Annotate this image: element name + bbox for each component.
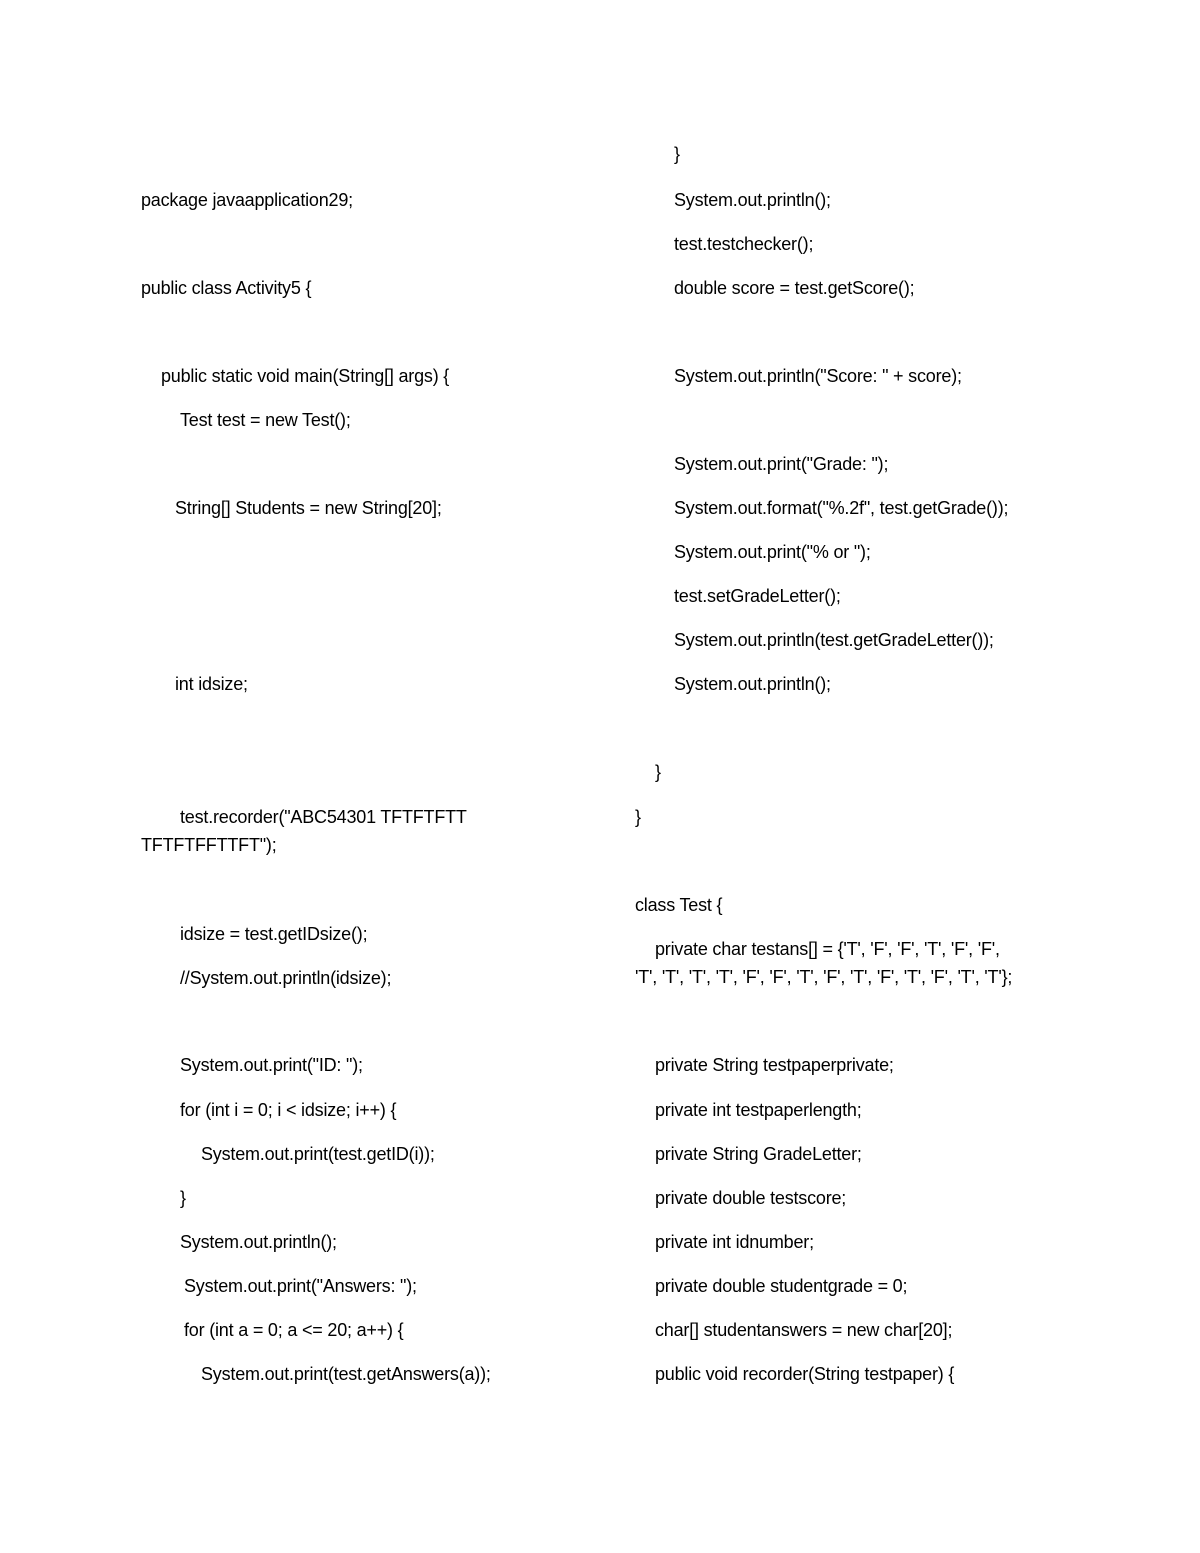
code-line: } xyxy=(655,762,661,782)
code-line: test.testchecker(); xyxy=(674,234,814,254)
code-line: System.out.println(); xyxy=(674,190,831,210)
code-line: private char testans[] = {'T', 'F', 'F', 'T', 'F', 'F', xyxy=(655,939,1000,959)
code-line: public class Activity5 { xyxy=(141,278,312,298)
code-line: System.out.println("Score: " + score); xyxy=(674,366,962,386)
code-line: //System.out.println(idsize); xyxy=(180,968,392,988)
code-line: test.setGradeLetter(); xyxy=(674,586,841,606)
code-line: String[] Students = new String[20]; xyxy=(175,498,442,518)
code-line: System.out.println(); xyxy=(180,1232,337,1252)
code-line: System.out.println(); xyxy=(674,674,831,694)
code-line: System.out.println(test.getGradeLetter()); xyxy=(674,630,994,650)
code-line: } xyxy=(180,1188,186,1208)
code-line: System.out.print("Answers: "); xyxy=(184,1276,417,1296)
code-line: private String testpaperprivate; xyxy=(655,1055,894,1075)
code-line: 'T', 'T', 'T', 'T', 'F', 'F', 'T', 'F', 'T', 'F', 'T', 'F', 'T', 'T'}; xyxy=(635,967,1013,987)
code-line: package javaapplication29; xyxy=(141,190,353,210)
code-line: System.out.print(test.getAnswers(a)); xyxy=(201,1364,491,1384)
code-line: idsize = test.getIDsize(); xyxy=(180,924,368,944)
code-line: private String GradeLetter; xyxy=(655,1144,862,1164)
code-line: TFTFTFFTTFT"); xyxy=(141,835,277,855)
code-line: System.out.print("ID: "); xyxy=(180,1055,363,1075)
code-line: double score = test.getScore(); xyxy=(674,278,915,298)
code-line: for (int a = 0; a <= 20; a++) { xyxy=(184,1320,404,1340)
code-line: public static void main(String[] args) { xyxy=(161,366,450,386)
code-line: Test test = new Test(); xyxy=(180,410,351,430)
code-line: private int testpaperlength; xyxy=(655,1100,862,1120)
code-line: System.out.print("Grade: "); xyxy=(674,454,889,474)
code-line: System.out.print(test.getID(i)); xyxy=(201,1144,435,1164)
code-line: class Test { xyxy=(635,895,723,915)
code-line: int idsize; xyxy=(175,674,248,694)
code-line: for (int i = 0; i < idsize; i++) { xyxy=(180,1100,397,1120)
code-line: } xyxy=(635,807,641,827)
code-line: System.out.print("% or "); xyxy=(674,542,871,562)
code-line: private double studentgrade = 0; xyxy=(655,1276,908,1296)
code-line: private int idnumber; xyxy=(655,1232,814,1252)
code-line: System.out.format("%.2f", test.getGrade()); xyxy=(674,498,1009,518)
code-line: } xyxy=(674,144,680,164)
code-line: private double testscore; xyxy=(655,1188,847,1208)
code-line: test.recorder("ABC54301 TFTFTFTT xyxy=(180,807,467,827)
code-line: char[] studentanswers = new char[20]; xyxy=(655,1320,953,1340)
code-line: public void recorder(String testpaper) { xyxy=(655,1364,955,1384)
